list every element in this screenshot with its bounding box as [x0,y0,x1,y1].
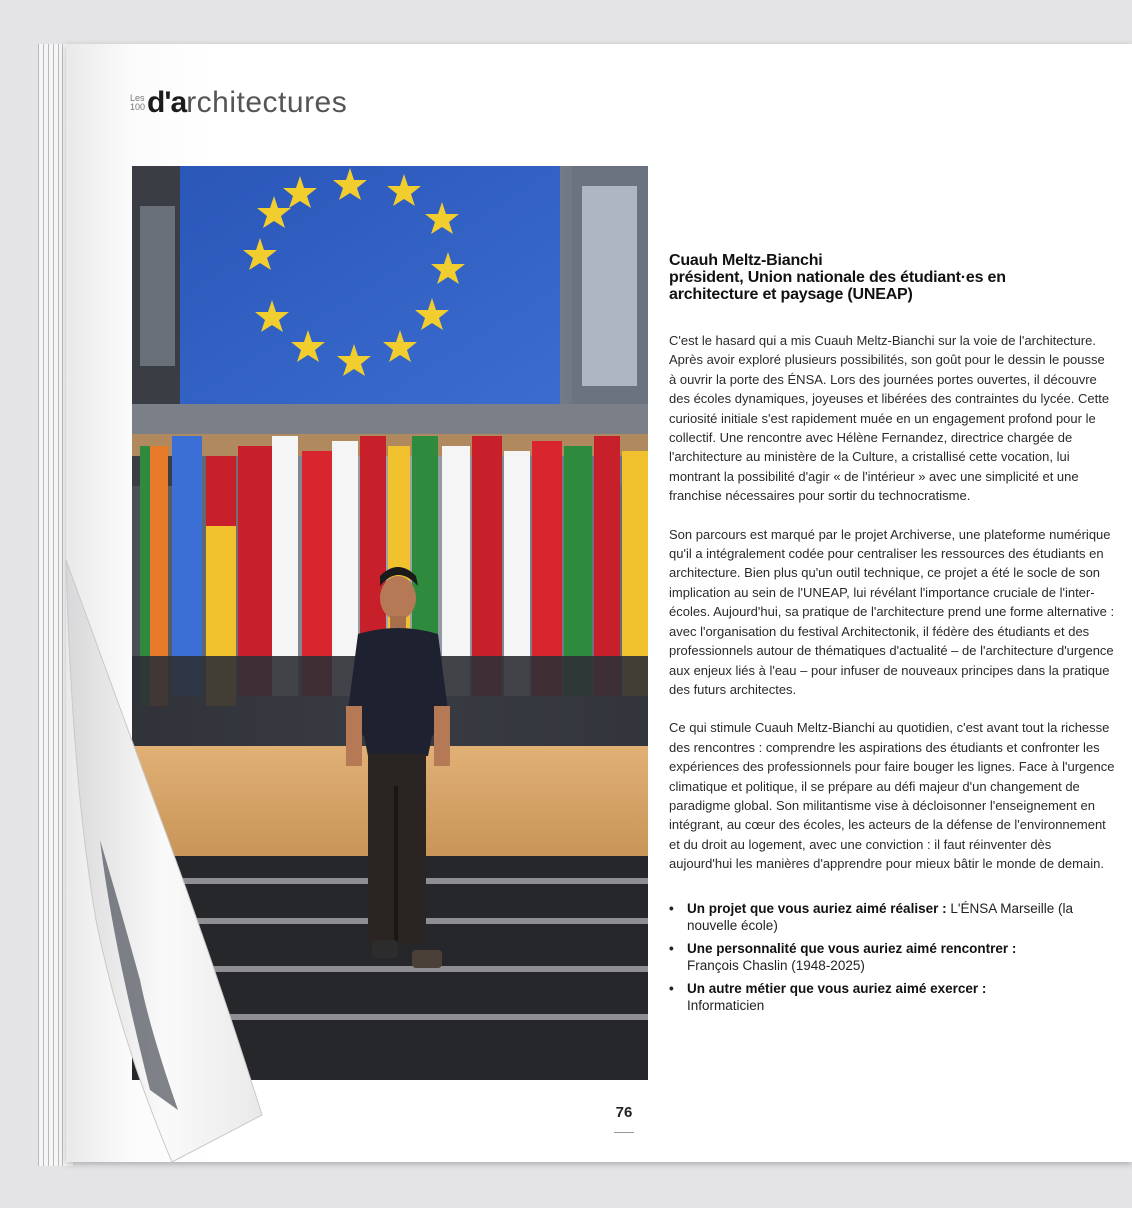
page-curl [0,0,300,1208]
question-answer: Informaticien [687,997,765,1013]
logo-100: 100 [130,102,146,112]
question-label: Un autre métier que vous auriez aimé exercer : [687,980,987,996]
question-item [669,940,1115,974]
question-label: Un projet que vous auriez aimé réaliser : [687,900,947,916]
bullet-icon: • [669,940,674,956]
logo-les: Les [130,93,145,103]
person-role: président, Union nationale des étudiant·es en architecture et paysage (UNEAP) [669,269,1006,303]
page-number-rule [614,1132,634,1133]
logo-light: rchitectures [186,86,348,119]
paragraph-1: C'est le hasard qui a mis Cuauh Meltz-Bianchi sur la voie de l'architecture. Après avoir exploré plusieurs possibilités, son goût pour le dessin le pousse à ouvrir la porte des ÉNSA. Lors des journées portes ouvertes, il découvre des écoles dynamiques, joyeuses et libérées des contraintes du lycée. Cette curiosité initiale s'est rapidement muée en un engagement profond pour le collectif. Une rencontre avec Hélène Fernandez, directrice chargée de l'architecture au ministère de la Culture, a cristallisé cette vocation, lui montrant la possibilité d'agir « de l'intérieur » avec une simplicité et une franchise nécessaires pour sortir du technocratisme. [669,333,1110,504]
question-label: Une personnalité que vous auriez aimé rencontrer : [687,940,1017,956]
article-text [669,252,1115,1014]
bullet-icon: • [669,980,674,996]
bullet-icon: • [669,900,674,916]
question-item [669,900,1115,934]
paragraph-3: Ce qui stimule Cuauh Meltz-Bianchi au quotidien, c'est avant tout la richesse des rencontres : comprendre les aspirations des étudiants et confronter les expériences des professionnels pour faire bouger les lignes. Face à l'urgence climatique et politique, il se prépare au défi majeur d'un changement de paradigme global. Son militantisme vise à décloisonner l'enseignement en intégrant, au cœur des écoles, les acteurs de la défense de l'environnement et du droit au logement, avec une conviction : il faut réinventer dès aujourd'hui les manières d'apprendre pour mieux bâtir le monde de demain. [669,720,1115,872]
page-number: 76 [615,1104,633,1121]
person-name: Cuauh Meltz-Bianchi [669,252,823,269]
question-answer: François Chaslin (1948-2025) [687,957,865,973]
logo-bold: d'a [147,86,187,119]
question-item [669,980,1115,1014]
question-answer: L'ÉNSA Marseille (la nouvelle école) [687,900,1073,933]
paragraph-2: Son parcours est marqué par le projet Archiverse, une plateforme numérique qu'il a intégralement codée pour centraliser les ressources des étudiants en architecture. Bien plus qu'un outil technique, ce projet a été le socle de son implication au sein de l'UNEAP, lui révélant l'importance cruciale de l'inter-écoles. Aujourd'hui, sa pratique de l'architecture prend une forme alternative : avec l'organisation du festival Architectonik, il fédère des étudiants et des professionnels autour de thématiques d'actualité – de l'architecture d'urgence aux enjeux liés à l'eau – pour infuser de nouveaux principes dans la pratique des futurs architectes. [669,526,1115,697]
